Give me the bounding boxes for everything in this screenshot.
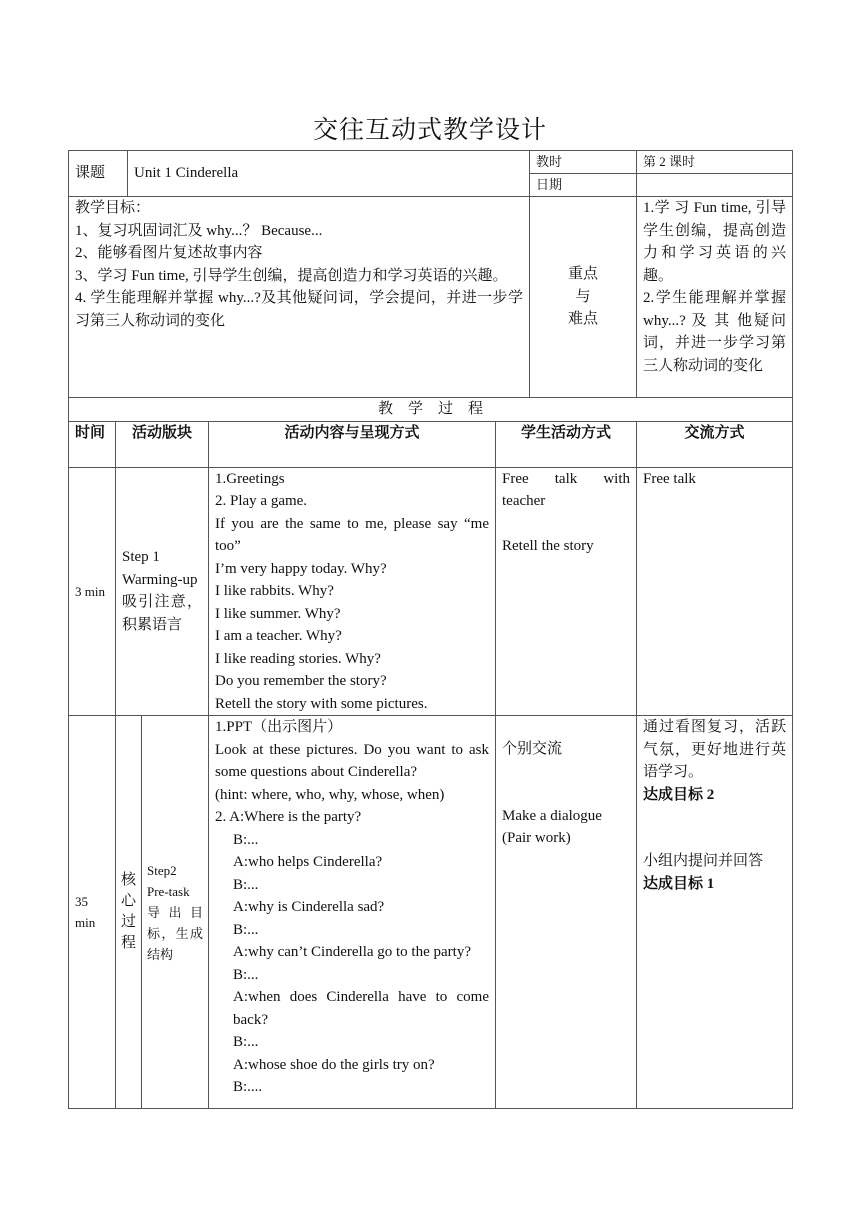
content-line: B:... [233, 876, 259, 893]
exchange-text: 小组内提问并回答 [643, 853, 764, 869]
content-line: 2. A:Where is the party? [215, 809, 362, 825]
row2-exchange [637, 716, 793, 1109]
row2-content [209, 716, 496, 1109]
content-line: B:.... [233, 1079, 263, 1095]
row1-time: 3 min [69, 467, 116, 716]
row2-block-line: Step2 [147, 862, 177, 878]
goal-reached-label: 达成目标 2 [643, 786, 715, 803]
content-line: I like summer. Why? [215, 605, 341, 622]
goals-heading: 教学目标： [75, 200, 151, 216]
keypoint-item: 1.学 习 Fun time, 引导学生创编，提高创造力和学习英语的兴趣。 [643, 200, 786, 284]
keypoint-item: 2.学生能理解并掌握 why...? 及 其 他疑问词，并进一步学习第三人称动词的变化 [643, 290, 786, 374]
content-line: 1.Greetings [215, 470, 285, 487]
student-activity: 个别交流 [502, 741, 563, 757]
content-line: B:... [233, 921, 259, 938]
row2-time: 35 min [69, 716, 116, 1109]
lesson-info-table [68, 150, 793, 398]
content-line: I like reading stories. Why? [215, 650, 381, 667]
content-line: If you are the same to me, please say “me too” [215, 515, 489, 554]
row1-block-line: Warming-up 吸引注意，积累语言 [122, 571, 202, 633]
content-line: I like rabbits. Why? [215, 583, 334, 599]
keypoints-label-line: 难点 [567, 311, 598, 328]
column-header-exchange: 交流方式 [637, 421, 793, 467]
goal-item: 2、能够看图片复述故事内容 [75, 245, 263, 261]
teaching-goals [69, 197, 530, 398]
row1-exchange [637, 467, 793, 716]
goal-item: 3、学习 Fun time, 引导学生创编，提高创造力和学习英语的兴趣。 [75, 267, 508, 284]
content-line: I’m very happy today. Why? [215, 560, 387, 577]
content-line: 2. Play a game. [215, 493, 308, 509]
column-header-student: 学生活动方式 [496, 421, 637, 467]
content-line: Do you remember the story? [215, 673, 387, 689]
core-process-label: 核心过程 [116, 716, 142, 1109]
process-section-title: 教 学 过 程 [69, 398, 793, 422]
exchange-text: 通过看图复习，活跃气氛，更好地进行英语学习。 [643, 719, 787, 780]
topic-label: 课题 [69, 151, 128, 197]
row1-block-line: Step 1 [122, 549, 160, 566]
student-activity: Free talk with teacher [502, 470, 630, 509]
date-value [637, 174, 793, 197]
content-line: A:why can’t Cinderella go to the party? [233, 944, 471, 960]
keypoints-label-line: 重点 [567, 266, 598, 283]
content-line: B:... [233, 966, 259, 983]
content-line: I am a teacher. Why? [215, 628, 342, 644]
student-activity: Make a dialogue (Pair work) [502, 807, 602, 846]
period-value: 第 2 课时 [637, 151, 793, 174]
goal-item: 1、复习巩固词汇及 why...？ Because... [75, 222, 323, 239]
keypoints-label [530, 197, 637, 398]
keypoints-content [637, 197, 793, 398]
goal-item: 4. 学生能理解并掌握 why...?及其他疑问词，学会提问，并进一步学习第三人称动词的变化 [75, 290, 523, 329]
column-header-time: 时间 [69, 421, 116, 467]
goal-reached-label: 达成目标 1 [643, 875, 715, 892]
content-line: B:... [233, 1034, 259, 1050]
content-line: 1.PPT（出示图片） [215, 719, 343, 735]
topic-value: Unit 1 Cinderella [128, 151, 530, 197]
student-activity: Retell the story [502, 537, 594, 554]
content-line: A:who helps Cinderella? [233, 854, 383, 870]
content-line: Look at these pictures. Do you want to ask some questions about Cinderella? [215, 741, 489, 780]
keypoints-label-line: 与 [575, 288, 591, 305]
row1-content [209, 467, 496, 716]
content-line: B:... [233, 831, 259, 848]
period-label: 教时 [530, 151, 637, 174]
column-header-block: 活动版块 [116, 421, 209, 467]
content-line: A:why is Cinderella sad? [233, 899, 385, 915]
content-line: (hint: where, who, why, whose, when) [215, 786, 445, 803]
column-header-content: 活动内容与呈现方式 [209, 421, 496, 467]
exchange-text: Free talk [643, 470, 696, 487]
row2-student [496, 716, 637, 1109]
row1-student [496, 467, 637, 716]
row2-block [142, 716, 209, 1109]
row2-block-line: 导出目标，生成结构 [147, 904, 203, 962]
teaching-process-table [68, 397, 793, 1109]
content-line: A:when does Cinderella have to come back? [233, 989, 489, 1028]
row2-block-line: Pre-task [147, 883, 190, 899]
document-title: 交往互动式教学设计 [312, 117, 547, 144]
content-line: Retell the story with some pictures. [215, 695, 428, 712]
date-label: 日期 [530, 174, 637, 197]
content-line: A:whose shoe do the girls try on? [233, 1056, 435, 1073]
row1-block [116, 467, 209, 716]
